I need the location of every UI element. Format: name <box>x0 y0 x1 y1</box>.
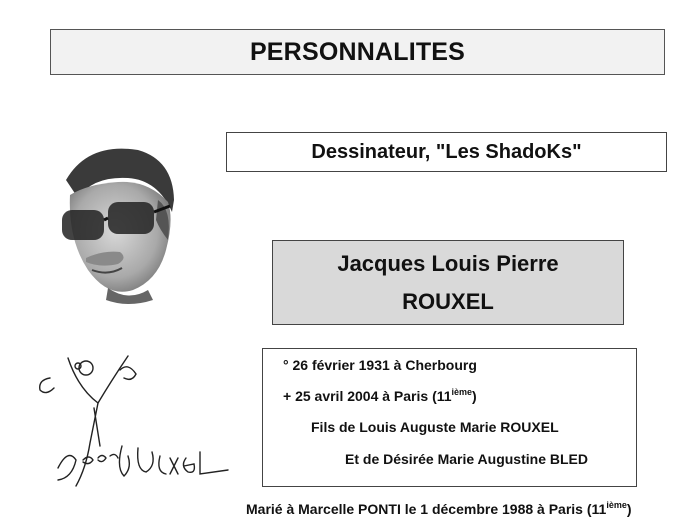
marriage-close: ) <box>626 501 632 517</box>
marriage-ordinal: ième <box>606 500 627 510</box>
page-title-box <box>50 29 665 75</box>
death-text: + 25 avril 2004 à Paris (11 <box>283 388 452 404</box>
death-line <box>283 387 477 404</box>
name-box <box>272 240 624 325</box>
signature-text: Jacques ROUXEL <box>128 494 137 495</box>
mother-line: Et de Désirée Marie Augustine BLED <box>345 451 588 467</box>
birth-line: ° 26 février 1931 à Cherbourg <box>283 357 477 373</box>
death-close: ) <box>472 388 477 404</box>
death-ordinal: ième <box>451 387 473 397</box>
role-box <box>226 132 667 172</box>
bio-box <box>262 348 637 487</box>
role-text: Dessinateur, "Les ShadoKs" <box>311 140 582 163</box>
marriage-text: Marié à Marcelle PONTI le 1 décembre 1988 à Paris (11 <box>246 501 607 517</box>
portrait-image <box>48 140 183 305</box>
surname: ROUXEL <box>402 288 494 314</box>
marriage-line <box>246 500 632 517</box>
page-title: PERSONNALITES <box>249 37 466 66</box>
father-line: Fils de Louis Auguste Marie ROUXEL <box>311 419 559 435</box>
first-names: Jacques Louis Pierre <box>337 250 559 276</box>
signature-image <box>28 348 238 498</box>
